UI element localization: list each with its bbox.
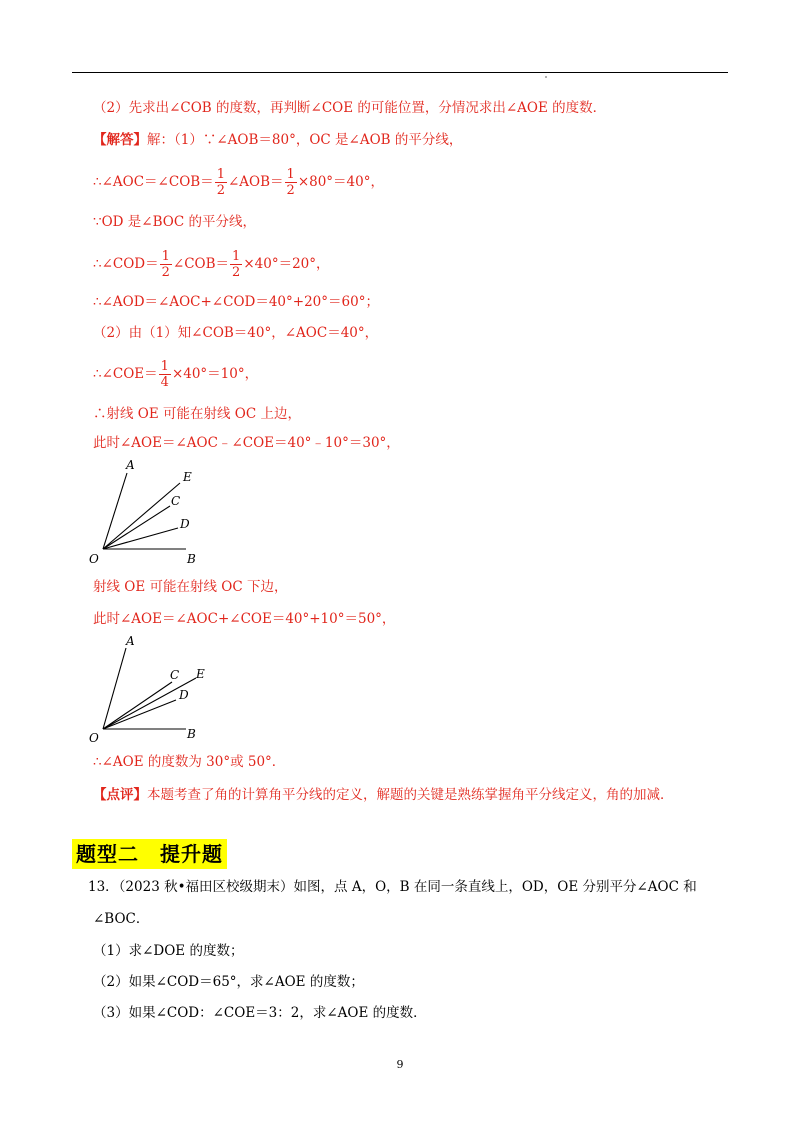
label-b: B [187, 552, 196, 566]
label-a: A [126, 634, 135, 648]
question-3: （3）如果∠COD：∠COE＝3：2，求∠AOE 的度数． [93, 1005, 427, 1021]
header-dot [545, 76, 547, 78]
case1-line: ∴射线 OE 可能在射线 OC 上边， [93, 406, 301, 422]
label-o: O [89, 552, 99, 566]
fraction: $\frac{1}{2}$ [232, 249, 241, 280]
conclusion-line: ∴∠AOE 的度数为 30°或 50°． [93, 754, 286, 770]
fraction: $\frac{1}{2}$ [286, 167, 295, 198]
comment-tag: 【点评】 [93, 787, 147, 803]
label-d: D [179, 688, 189, 702]
hint-line: （2）先求出∠COB 的度数，再判断∠COE 的可能位置，分情况求出∠AOE 的度数． [93, 100, 607, 116]
fraction: $\frac{1}{4}$ [160, 359, 169, 390]
page-number: 9 [396, 1058, 404, 1071]
step-od-line: ∵OD 是∠BOC 的平分线， [93, 214, 256, 230]
label-c: C [170, 668, 180, 682]
answer-intro-line: 【解答】解：（1）∵∠AOB＝80°，OC 是∠AOB 的平分线， [93, 132, 463, 148]
question-1: （1）求∠DOE 的度数； [93, 943, 244, 959]
label-b: B [187, 727, 196, 741]
ray-oa [103, 648, 126, 729]
question-2: （2）如果∠COD＝65°，求∠AOE 的度数； [93, 974, 364, 990]
label-e: E [183, 470, 192, 484]
problem-line-2: ∠BOC． [93, 911, 150, 927]
step-aod-line: ∴∠AOD＝∠AOC+∠COD＝40°+20°＝60°； [93, 294, 379, 310]
section-title: 题型二 提升题 [72, 839, 227, 869]
ray-oc [103, 506, 170, 549]
comment-line: 【点评】本题考查了角的计算角平分线的定义，解题的关键是熟练掌握角平分线定义，角的加减． [93, 787, 674, 803]
part2-line: （2）由（1）知∠COB＝40°，∠AOC＝40°， [93, 325, 379, 341]
ray-od [103, 528, 178, 549]
fraction: $\frac{1}{2}$ [161, 249, 170, 280]
ray-oe [103, 483, 180, 549]
ray-oe [103, 678, 196, 729]
fraction: $\frac{1}{2}$ [216, 167, 225, 198]
answer-tag: 【解答】 [93, 132, 147, 148]
step-coe-line: ∴∠COE＝ $\frac{1}{4}$ ×40°＝10°， [93, 359, 259, 390]
label-o: O [89, 731, 99, 744]
angle-diagram-2 [86, 632, 226, 744]
case1-result-line: 此时∠AOE＝∠AOC﹣∠COE＝40°﹣10°＝30°， [93, 435, 400, 451]
label-c: C [171, 494, 181, 508]
case2-line: 射线 OE 可能在射线 OC 下边， [93, 579, 288, 595]
label-a: A [126, 458, 135, 472]
label-e: E [196, 667, 205, 681]
case2-result-line: 此时∠AOE＝∠AOC+∠COE＝40°+10°＝50°， [93, 611, 396, 627]
label-d: D [180, 517, 190, 531]
step-cod-line: ∴∠COD＝ $\frac{1}{2}$ ∠COB＝ $\frac{1}{2}$ ×40°＝20°， [93, 249, 330, 280]
header-rule [72, 72, 728, 73]
problem-line-1: 13．（2023 秋•福田区校级期末）如图，点 A，O，B 在同一条直线上，OD，OE 分别平分∠AOC 和 [88, 879, 697, 895]
angle-diagram-1 [86, 456, 226, 566]
ray-oa [103, 473, 127, 549]
step-aoc-line: ∴∠AOC＝∠COB＝ $\frac{1}{2}$ ∠AOB＝ $\frac{1}{2}$ ×80°＝40°， [93, 167, 384, 198]
